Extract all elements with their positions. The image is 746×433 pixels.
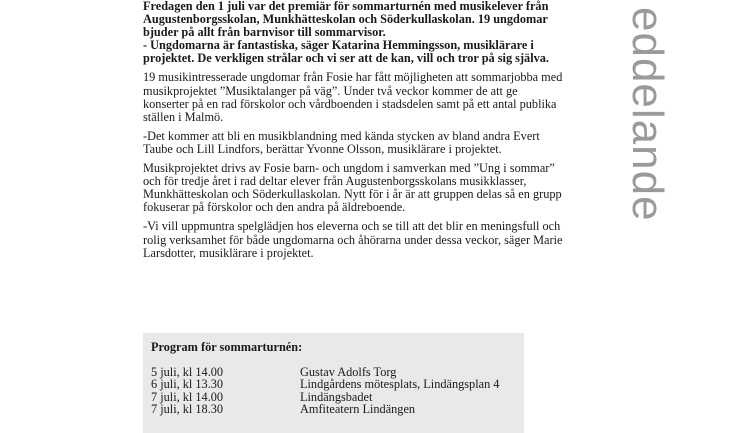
- program-date: 7 juli, kl 18.30: [151, 402, 224, 417]
- program-title: Program för sommarturnén:: [151, 340, 303, 354]
- program-place: Lindängsbadet: [300, 389, 373, 404]
- article-paragraph: -Det kommer att bli en musikblandning med kända stycken av bland andra Evert Taube och Lill Lindfors, berättar Yvonne Olsson, musiklärare i projektet.: [143, 128, 540, 156]
- vertical-label-text: eddelande: [623, 6, 672, 222]
- program-place: Lindgårdens mötesplats, Lindängsplan 4: [300, 377, 500, 392]
- program-box: [143, 333, 524, 433]
- vertical-section-label: [622, 0, 672, 234]
- article-paragraph: -Vi vill uppmuntra spelglädjen hos eleverna och se till att det blir en meningsfull och rolig verksamhet för både ungdomarna och åhörarna under dessa veckor, säger Marie Larsdotter, musiklärare i projektet.: [143, 219, 563, 260]
- article-paragraph: Musikprojektet drivs av Fosie barn- och ungdom i samverkan med ”Ung i sommar” och för tredje året i rad deltar elever från Augustenborgsskolans musikklasser, Munkhätteskolan och Söderkullaskolan. Nytt för i år är att gruppen delas så en grupp fokuserar på förskolor och den andra på äldreboende.: [143, 161, 562, 215]
- article-lead: Fredagen den 1 juli var det premiär för sommarturnén med musikelever från Augustenborgsskolan, Munkhätteskolan och Söderkullaskolan. 19 ungdomar bjuder på allt från barnvisor till sommarvisor.: [143, 0, 549, 40]
- program-date: 5 juli, kl 14.00: [151, 364, 224, 379]
- program-date: 6 juli, kl 13.30: [151, 377, 224, 392]
- article-quote: - Ungdomarna är fantastiska, säger Katarina Hemmingsson, musiklärare i projektet. De verkligen strålar och vi ser att de kan, vill och tror på sig själva.: [143, 38, 549, 66]
- program-row: [151, 378, 524, 391]
- program-place: Amfiteatern Lindängen: [300, 402, 416, 417]
- program-row: [151, 403, 524, 416]
- program-date: 7 juli, kl 14.00: [151, 389, 224, 404]
- program-place: Gustav Adolfs Torg: [300, 364, 397, 379]
- article-paragraph: 19 musikintresserade ungdomar från Fosie har fått möjligheten att sommarjobba med musikprojektet ”Musiktalanger på väg”. Under två veckor kommer de att ge konserter på en rad förskolor och vårdboenden i stadsdelen samt på ett antal publika ställen i Malmö.: [143, 70, 563, 124]
- article-body: [143, 0, 563, 266]
